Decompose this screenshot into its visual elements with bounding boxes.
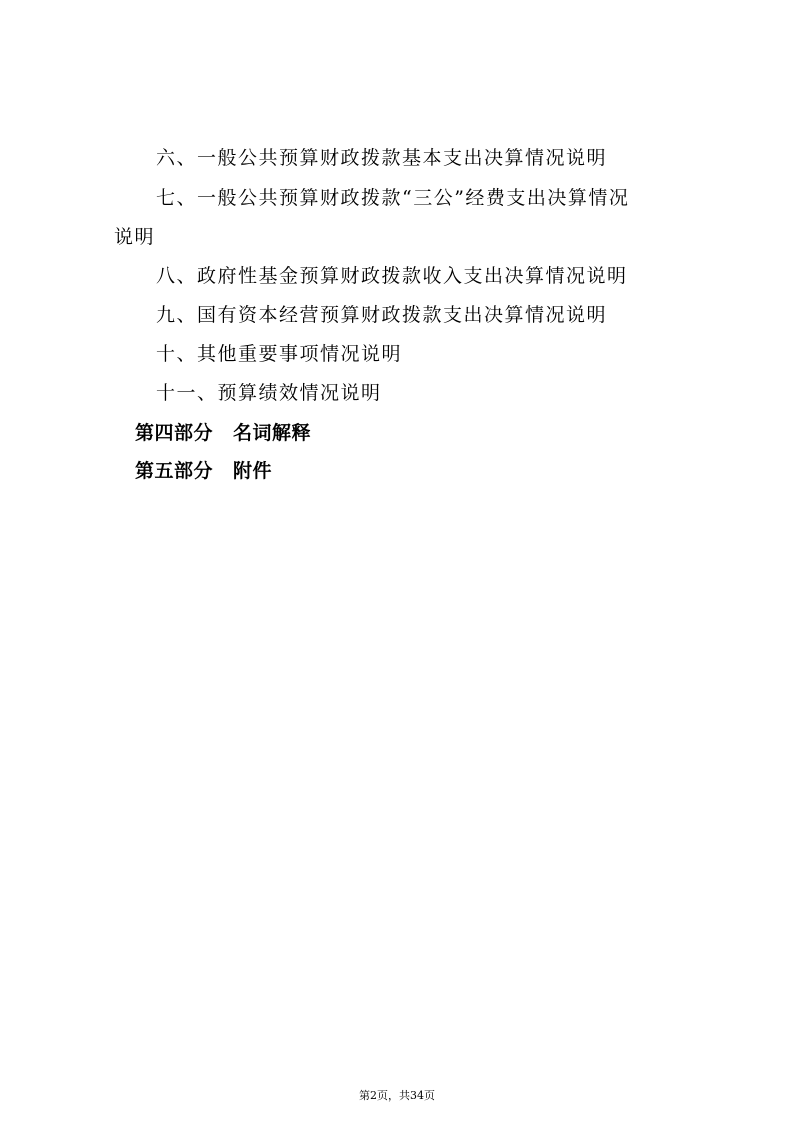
toc-item-11: 十一、预算绩效情况说明 <box>156 382 382 404</box>
toc-part-4 <box>135 413 695 453</box>
toc-part-5 <box>135 451 695 491</box>
toc-item-9: 九、国有资本经营预算财政拨款支出决算情况说明 <box>156 304 608 326</box>
part-4-title: 名词解释 <box>233 422 312 444</box>
part-4-label: 第四部分 <box>135 422 214 444</box>
page-footer: 第2页，共34页 <box>359 1089 435 1102</box>
part-5-title: 附件 <box>233 460 273 482</box>
part-5-label: 第五部分 <box>135 460 214 482</box>
toc-item-7: 七、一般公共预算财政拨款“三公”经费支出决算情况 <box>156 187 630 209</box>
toc-item-7-continuation: 说明 <box>114 226 156 248</box>
toc-item-10: 十、其他重要事项情况说明 <box>156 343 403 365</box>
toc-item-8: 八、政府性基金预算财政拨款收入支出决算情况说明 <box>156 265 628 287</box>
toc-item-6: 六、一般公共预算财政拨款基本支出决算情况说明 <box>156 147 608 169</box>
